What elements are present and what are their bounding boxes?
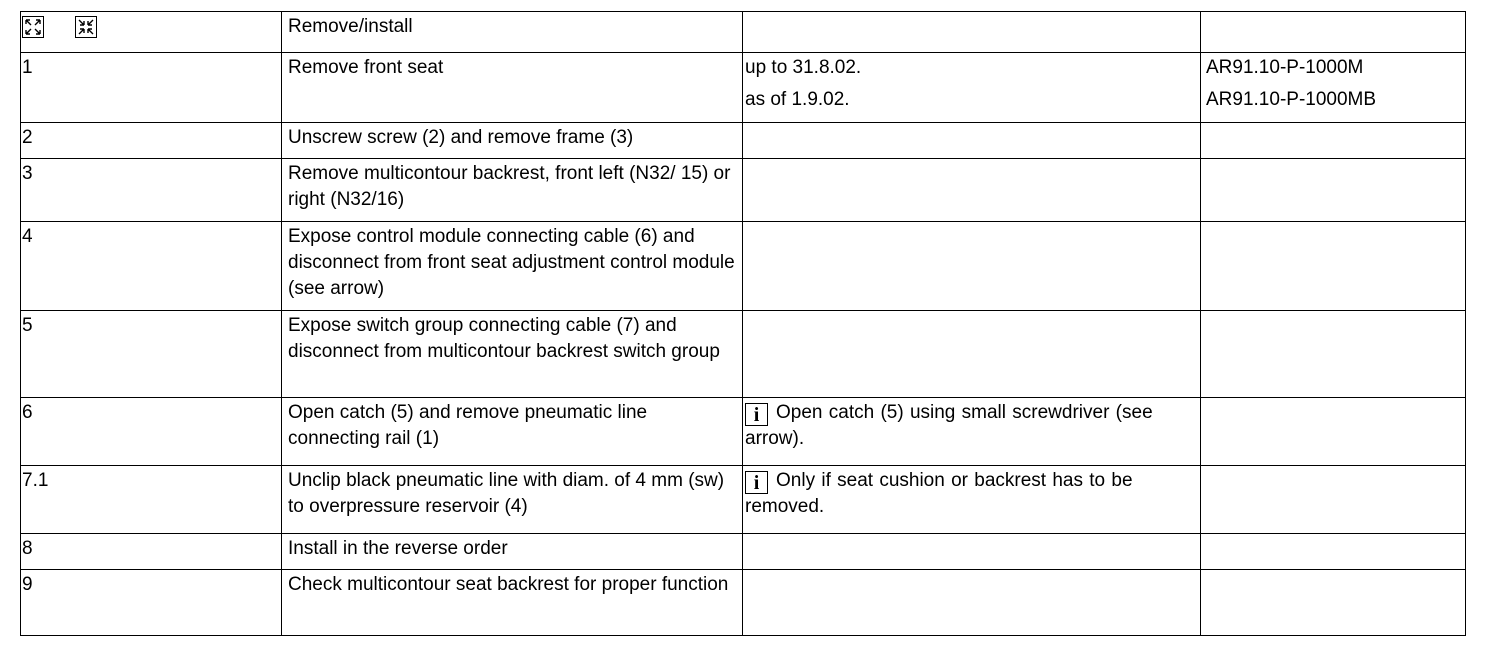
step-notes <box>743 159 1201 222</box>
step-notes <box>743 570 1201 636</box>
step-refs <box>1201 570 1466 636</box>
info-note: Open catch (5) using small screwdriver (see arrow). <box>745 402 1153 449</box>
procedure-table <box>20 11 1466 636</box>
step-action: Expose switch group connecting cable (7) and disconnect from multicontour backrest switch group <box>282 311 743 398</box>
step-notes <box>743 466 1201 534</box>
validity-note: as of 1.9.02. <box>745 89 850 110</box>
step-number: 9 <box>21 570 282 636</box>
step-refs <box>1201 398 1466 466</box>
step-action: Check multicontour seat backrest for proper function <box>282 570 743 636</box>
table-row <box>21 123 1466 159</box>
step-refs <box>1201 53 1466 123</box>
step-action: Open catch (5) and remove pneumatic line connecting rail (1) <box>282 398 743 466</box>
step-notes <box>743 398 1201 466</box>
step-refs <box>1201 159 1466 222</box>
table-row <box>21 466 1466 534</box>
step-refs <box>1201 534 1466 570</box>
table-row <box>21 311 1466 398</box>
validity-note: up to 31.8.02. <box>745 57 862 78</box>
table-row <box>21 222 1466 311</box>
table-row <box>21 534 1466 570</box>
step-number: 7.1 <box>21 466 282 534</box>
step-action: Remove front seat <box>282 53 743 123</box>
collapse-icon[interactable] <box>75 16 97 38</box>
step-number: 3 <box>21 159 282 222</box>
step-refs <box>1201 222 1466 311</box>
step-action: Unclip black pneumatic line with diam. of 4 mm (sw) to overpressure reservoir (4) <box>282 466 743 534</box>
header-title: Remove/install <box>282 12 743 53</box>
step-notes <box>743 123 1201 159</box>
table-row <box>21 159 1466 222</box>
header-empty-cell <box>1201 12 1466 53</box>
step-number: 2 <box>21 123 282 159</box>
table-header-row <box>21 12 1466 53</box>
step-action: Remove multicontour backrest, front left (N32/ 15) or right (N32/16) <box>282 159 743 222</box>
step-number: 5 <box>21 311 282 398</box>
reference-link[interactable]: AR91.10-P-1000M <box>1206 57 1364 78</box>
step-number: 8 <box>21 534 282 570</box>
step-number: 6 <box>21 398 282 466</box>
info-icon[interactable]: i <box>745 403 768 426</box>
step-number: 1 <box>21 53 282 123</box>
step-action: Unscrew screw (2) and remove frame (3) <box>282 123 743 159</box>
expand-icon[interactable] <box>22 16 44 38</box>
step-notes <box>743 534 1201 570</box>
header-icons-cell <box>21 12 282 53</box>
step-refs <box>1201 123 1466 159</box>
info-note: Only if seat cushion or backrest has to be removed. <box>745 470 1133 517</box>
reference-link[interactable]: AR91.10-P-1000MB <box>1206 89 1377 110</box>
table-row <box>21 570 1466 636</box>
table-row <box>21 53 1466 123</box>
table-row <box>21 398 1466 466</box>
step-refs <box>1201 311 1466 398</box>
step-refs <box>1201 466 1466 534</box>
header-empty-cell <box>743 12 1201 53</box>
step-notes <box>743 53 1201 123</box>
step-action: Expose control module connecting cable (6) and disconnect from front seat adjustment control module (see arrow) <box>282 222 743 311</box>
step-action: Install in the reverse order <box>282 534 743 570</box>
step-notes <box>743 311 1201 398</box>
step-number: 4 <box>21 222 282 311</box>
info-icon[interactable]: i <box>745 471 768 494</box>
step-notes <box>743 222 1201 311</box>
